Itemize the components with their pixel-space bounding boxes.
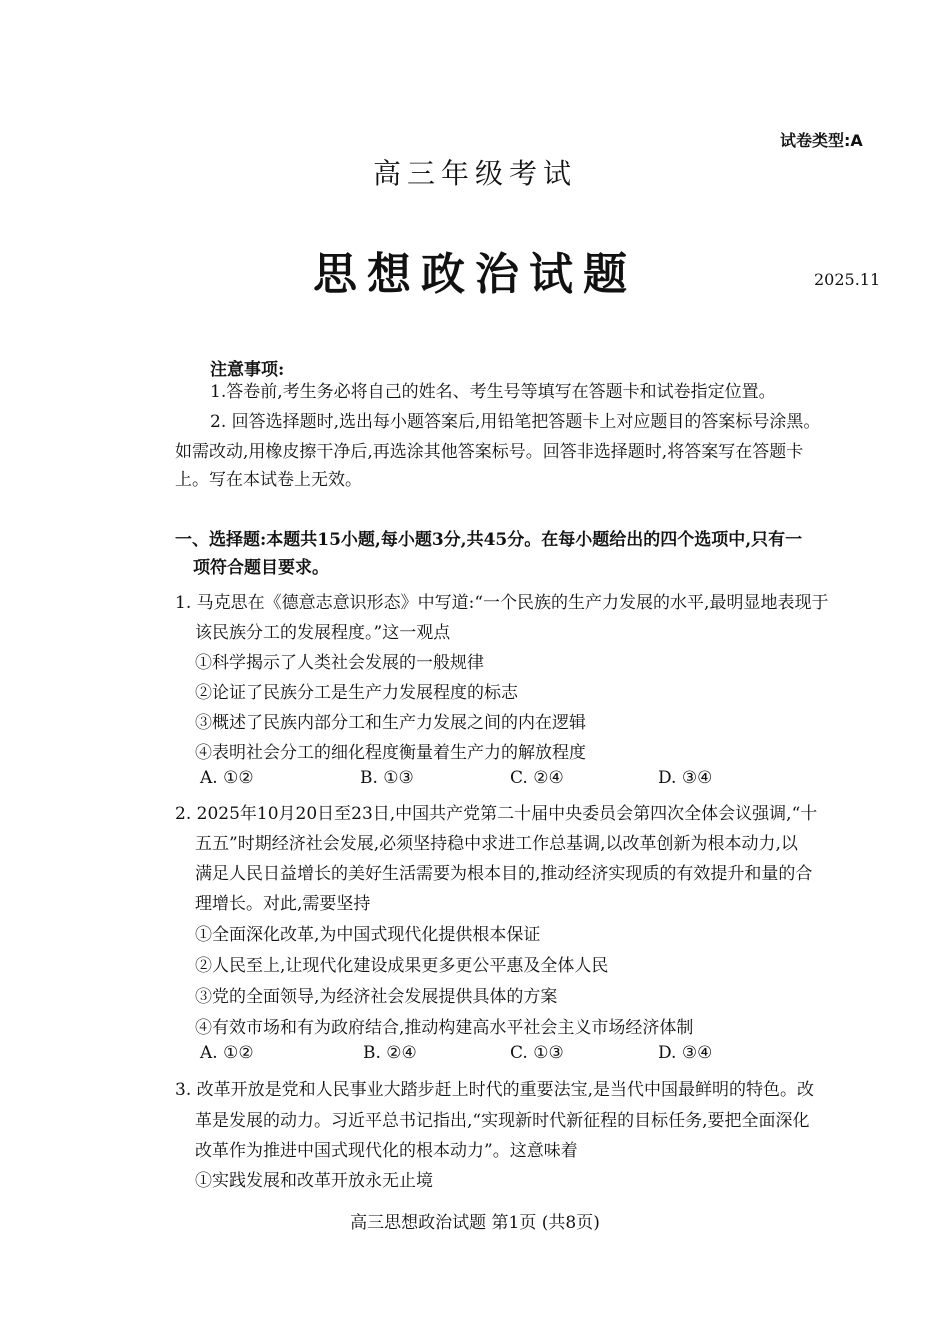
- section-heading-line-1: 一、选择题:本题共15小题,每小题3分,共45分。在每小题给出的四个选项中,只有一: [175, 530, 803, 550]
- question-2-statement-4: ④有效市场和有为政府结合,推动构建高水平社会主义市场经济体制: [195, 1018, 694, 1038]
- question-3-stem-2: 革是发展的动力。习近平总书记指出,“实现新时代新征程的目标任务,要把全面深化: [195, 1111, 810, 1131]
- question-2-statement-3: ③党的全面领导,为经济社会发展提供具体的方案: [195, 987, 558, 1007]
- question-2-option-c[interactable]: C. ①③: [510, 1043, 564, 1063]
- question-1-statement-2: ②论证了民族分工是生产力发展程度的标志: [195, 683, 518, 703]
- question-3-stem-1: 3. 改革开放是党和人民事业大踏步赶上时代的重要法宝,是当代中国最鲜明的特色。改: [175, 1080, 815, 1100]
- notice-line-2c: 上。写在本试卷上无效。: [175, 470, 362, 490]
- section-heading-line-2: 项符合题目要求。: [193, 558, 329, 578]
- question-3-statement-1: ①实践发展和改革开放永无止境: [195, 1171, 433, 1191]
- question-3-stem-3: 改革作为推进中国式现代化的根本动力”。这意味着: [195, 1141, 578, 1161]
- question-2-statement-2: ②人民至上,让现代化建设成果更多更公平惠及全体人民: [195, 956, 609, 976]
- notice-line-2b: 如需改动,用橡皮擦干净后,再选涂其他答案标号。回答非选择题时,将答案写在答题卡: [175, 442, 804, 462]
- notice-title: 注意事项:: [210, 360, 285, 380]
- paper-type-label: 试卷类型:A: [780, 131, 863, 150]
- question-2-stem-4: 理增长。对此,需要坚持: [195, 894, 371, 914]
- question-1-statement-1: ①科学揭示了人类社会发展的一般规律: [195, 653, 484, 673]
- exam-grade-title: 高三年级考试: [372, 157, 577, 190]
- question-1-stem-2: 该民族分工的发展程度。”这一观点: [195, 623, 451, 643]
- question-1-option-d[interactable]: D. ③④: [658, 768, 713, 788]
- notice-line-1: 1.答卷前,考生务必将自己的姓名、考生号等填写在答题卡和试卷指定位置。: [210, 382, 776, 402]
- question-2-option-a[interactable]: A. ①②: [200, 1043, 254, 1063]
- question-2-stem-2: 五五”时期经济社会发展,必须坚持稳中求进工作总基调,以改革创新为根本动力,以: [195, 834, 798, 854]
- question-2-stem-1: 2. 2025年10月20日至23日,中国共产党第二十届中央委员会第四次全体会议强调,“十: [175, 804, 818, 824]
- exam-date: 2025.11: [814, 270, 881, 289]
- notice-line-2a: 2. 回答选择题时,选出每小题答案后,用铅笔把答题卡上对应题目的答案标号涂黑。: [210, 412, 821, 432]
- question-1-option-a[interactable]: A. ①②: [200, 768, 254, 788]
- question-1-option-b[interactable]: B. ①③: [360, 768, 414, 788]
- question-2-option-d[interactable]: D. ③④: [658, 1043, 713, 1063]
- question-2-statement-1: ①全面深化改革,为中国式现代化提供根本保证: [195, 925, 541, 945]
- page-title: 思想政治试题: [313, 249, 637, 300]
- page-footer: 高三思想政治试题 第1页 (共8页): [350, 1213, 600, 1233]
- question-2-stem-3: 满足人民日益增长的美好生活需要为根本目的,推动经济实现质的有效提升和量的合: [195, 864, 813, 884]
- question-2-option-b[interactable]: B. ②④: [363, 1043, 417, 1063]
- question-1-statement-4: ④表明社会分工的细化程度衡量着生产力的解放程度: [195, 743, 586, 763]
- question-1-option-c[interactable]: C. ②④: [510, 768, 564, 788]
- question-1-statement-3: ③概述了民族内部分工和生产力发展之间的内在逻辑: [195, 713, 586, 733]
- question-1-stem-1: 1. 马克思在《德意志意识形态》中写道:“一个民族的生产力发展的水平,最明显地表现于: [175, 593, 829, 613]
